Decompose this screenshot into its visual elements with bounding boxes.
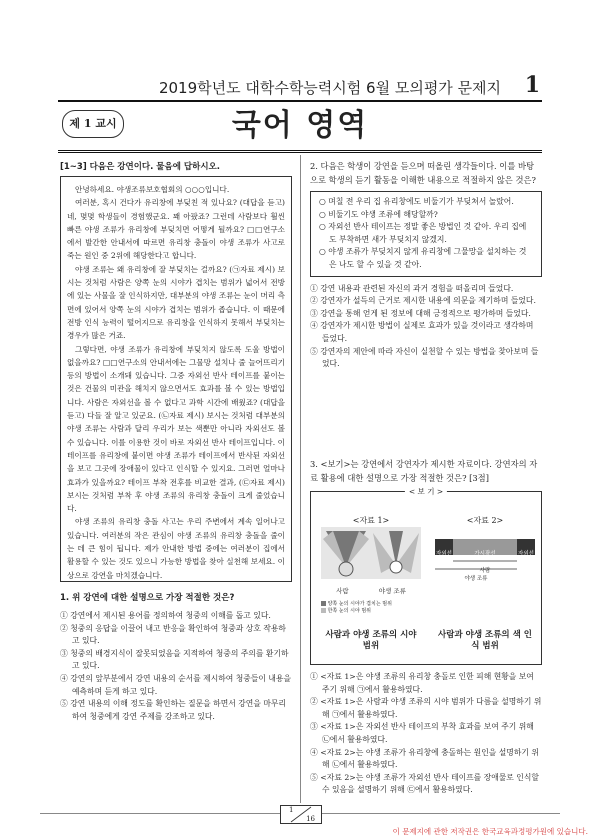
answer-choice[interactable]: ④ 강연자가 제시한 방법이 실제로 효과가 있을 것이라고 생각하며 들었다. — [310, 321, 534, 343]
thought-item: ○ 자외선 반사 테이프는 정말 좋은 방법인 것 같아. 우리 집에도 부착하면 새가 부딪치지 않겠지. — [319, 222, 527, 244]
passage-paragraph: 야생 조류의 유리창 충돌 사고는 우리 주변에서 계속 일어나고 있습니다. 여러분의 작은 관심이 야생 조류의 유리창 충돌을 줄이는 데 큰 힘이 됩니다. 제가 안내한 방법 중에는 여러분이 집에서 활용할 수 있는 것도 있으니 가능한 방법을 찾아 실천해 보세요. 이상으로 강연을 마치겠습니다. — [67, 517, 285, 580]
uv-left-label: 자외선 — [436, 551, 452, 557]
vision-diagram — [321, 527, 421, 579]
passage-paragraph: 여러분, 혹시 건다가 유리창에 부딪친 적 있나요? (대답을 듣고) 네, 몇몇 학생들이 경험했군요. 꽤 아팠죠? 그런데 사람보다 훨씬 빠른 야생 조류가 유리창에 부딪치면 어떻게 될까요? □□연구소에서 발간한 안내서에 따르면 유리창 충돌이 야생 조류가 사고로 죽는 원인 중 2위에 해당한다고 합니다. — [67, 198, 285, 261]
answer-choice[interactable]: ⑤ <자료 2>는 야생 조류가 자외선 반사 테이프를 장애물로 인식할 수 있음을 설명하기 위해 ㉢에서 활용하였다. — [310, 772, 539, 795]
column-divider — [300, 155, 301, 803]
legend-overlap: 양쪽 눈의 시야가 겹치는 범위 — [327, 601, 392, 607]
subject-title: 국어 영역 — [231, 108, 369, 143]
answer-choice[interactable]: ③ 청중의 배경지식이 잘못되었음을 지적하여 청중의 주의를 환기하고 있다. — [60, 648, 289, 671]
title-rule — [58, 150, 542, 153]
answer-choice[interactable]: ④ <자료 2>는 야생 조류가 유리창에 충돌하는 원인을 설명하기 위해 ㉡에서 활용하였다. — [310, 747, 539, 770]
passage-box — [60, 176, 292, 582]
question-stem: 1. 위 강연에 대한 설명으로 가장 적절한 것은? — [60, 593, 235, 603]
question-stem: 3. <보기>는 강연에서 강연자가 제시한 자료이다. 강연자의 자료 활용에 대한 설명으로 가장 적절한 것은? [3점] — [310, 459, 538, 483]
human-head-icon — [339, 562, 353, 576]
material-1-title: <자료 1> — [352, 516, 390, 525]
answer-choice[interactable]: ③ <자료 1>은 자외선 반사 테이프의 부착 효과를 보여 주기 위해 ㉡에서 활용하였다. — [310, 722, 534, 744]
answer-choice[interactable]: ② 강연자가 설득의 근거로 제시한 내용에 의문을 제기하며 들었다. — [310, 296, 536, 306]
passage-paragraph: 안녕하세요. 야생조류보호협회의 ○○○입니다. — [75, 185, 230, 194]
exam-title: 2019학년도 대학수학능력시험 6월 모의평가 문제지 — [158, 79, 502, 97]
material-2-title: <자료 2> — [466, 516, 504, 525]
bird-range-label: 야생 조류 — [464, 576, 488, 582]
question-stem: 2. 다음은 학생이 강연을 듣으며 떠올린 생각들이다. 이를 바탕으로 학생의 듣기 활동을 이해한 내용으로 적절하지 않은 것은? — [310, 161, 536, 185]
human-range-label: 사람 — [479, 568, 491, 574]
question-3 — [310, 458, 542, 797]
answer-choice[interactable]: ⑤ 강연자의 제안에 따라 자신이 실천할 수 있는 방법을 찾아보며 들었다. — [310, 346, 539, 369]
uv-right-label: 자외선 — [518, 551, 534, 557]
visible-light-label: 가시광선 — [474, 551, 496, 557]
answer-choice[interactable]: ① 강연에서 제시된 용어를 정의하여 청중의 이해를 돕고 있다. — [60, 611, 271, 620]
answer-choice[interactable]: ② <자료 1>은 사람과 야생 조류의 시야 범위가 다름을 설명하기 위해 ㉠에서 활용하였다. — [310, 697, 542, 719]
material-2 — [435, 514, 535, 654]
passage-paragraph: 야생 조류는 왜 유리창에 잘 부딪치는 걸까요? (㉠자료 제시) 보시는 것처럼 사람은 양쪽 눈의 시야가 겹치는 범위가 넓어서 전방에 있는 사물을 잘 인식하지만, 대부분의 야생 조류는 눈이 머리 측면에 있어서 양쪽 눈의 시야가 겹치는 범위가 좁습니다. 이 때문에 전방 인식 능력이 떨어지므로 유리창을 인식하지 못해서 부딪치는 경우가 많은 거죠. — [67, 264, 285, 341]
bogi-box — [310, 487, 542, 665]
answer-choice[interactable]: ⑤ 강연 내용의 이해 정도를 확인하는 질문을 하면서 강연을 마무리하여 청중에게 강연 주제를 강조하고 있다. — [60, 699, 286, 721]
student-thoughts-box — [310, 191, 542, 277]
page-number: 1 — [524, 72, 540, 98]
answer-choice[interactable]: ④ 강연의 앞부분에서 강연 내용의 순서를 제시하여 청중들이 내용을 예측하며 듣게 하고 있다. — [60, 673, 291, 696]
question-1 — [60, 592, 292, 723]
instruction: [1~3] 다음은 강연이다. 물음에 답하시오. — [60, 162, 220, 172]
thought-item: ○ 야생 조류가 부딪치지 않게 유리창에 그물망을 설치하는 것은 나도 할 수 있을 것 같아. — [319, 247, 527, 269]
bogi-label: < 보 기 > — [405, 485, 447, 498]
copyright-notice: 이 문제지에 관한 저작권은 한국교육과정평가원에 있습니다. — [392, 827, 588, 836]
thought-item: ○ 비둘기도 야생 조류에 해당할까? — [319, 209, 438, 219]
passage-paragraph: 그렇다면, 야생 조류가 유리창에 부딪치지 않도록 도울 방법이 없을까요? □□연구소의 안내서에는 그물망 설치나 줄 늘어뜨리기 등의 방법이 소개돼 있습니다. 그중 자외선 반사 테이프를 붙이는 것은 건물의 미관을 해치지 않으면서도 효과를 볼 수 있는 방법입니다. 사람은 자외선을 볼 수 없다고 과학 시간에 배웠죠? (대답을 듣고) 다들 잘 알고 있군요. (㉡자료 제시) 보시는 것처럼 대부분의 야생 조류는 사람과 달리 우리가 보는 색뿐만 아니라 자외선도 볼 수 있습니다. 이를 이용한 것이 바로 자외선 반사 테이프입니다. 이 테이프를 유리창에 붙이면 야생 조류가 테이프에서 반사된 자외선을 보고 그곳에 장애물이 있다고 인식할 수 있지요. 그러면 얼마나 효과가 있을까요? 테이프 부착 전후를 비교한 결과, (㉢자료 제시) 보시는 것처럼 부착 후 야생 조류의 유리창 충돌이 크게 줄었습니다. — [67, 344, 285, 514]
material-2-caption: 사람과 야생 조류의 색 인식 범위 — [438, 630, 532, 651]
material-1 — [321, 514, 421, 654]
bird-head-icon — [390, 561, 402, 573]
question-2 — [310, 160, 542, 371]
thought-item: ○ 며칠 전 우리 집 유리창에도 비둘기가 부딪쳐서 놀랐어. — [319, 197, 514, 206]
page-denominator: 16 — [306, 815, 315, 823]
material-1-caption: 사람과 야생 조류의 시야 범위 — [325, 630, 417, 651]
human-label: 사람 — [336, 587, 349, 595]
answer-choice[interactable]: ① <자료 1>은 야생 조류의 유리창 충돌로 인한 피해 현황을 보여 주기 위해 ㉠에서 활용하였다. — [310, 672, 534, 694]
answer-choice[interactable]: ② 청중의 응답을 이끌어 내고 반응을 확인하여 청중과 상호 작용하고 있다. — [60, 623, 286, 646]
bird-label: 야생 조류 — [378, 587, 406, 595]
legend-single: 한쪽 눈의 시야 범위 — [327, 608, 372, 614]
session-badge: 제 1 교시 — [62, 110, 124, 138]
answer-choice[interactable]: ③ 강연을 통해 얻게 된 정보에 대해 긍정적으로 평가하며 들었다. — [310, 308, 531, 318]
page-indicator — [280, 805, 322, 824]
answer-choice[interactable]: ① 강연 내용과 관련된 자신의 과거 경험을 떠올리며 들었다. — [310, 283, 514, 293]
page-numerator: 1 — [289, 806, 294, 814]
